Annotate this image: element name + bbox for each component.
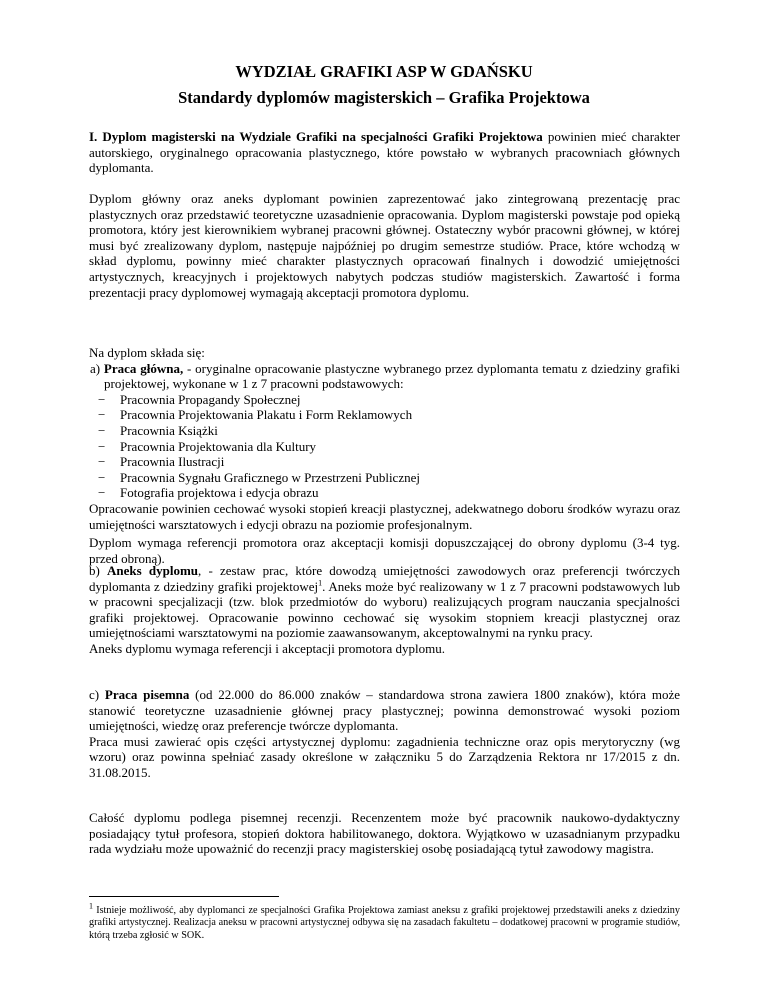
component-c	[89, 687, 680, 734]
component-a-title: Praca główna,	[103, 360, 184, 376]
review-paragraph: Całość dyplomu podlega pisemnej recenzji. Recenzentem może być pracownik naukowo-dydaktyczny posiadający tytuł profesora, stopień doktora habilitowanego, doktora. Wyjątkowo w uzasadnianym przypadku rada wydziału może upoważnić do recenzji pracy magisterskiej osobę posiadającą tytuł zawodowy magistra.	[89, 810, 680, 857]
component-a-text: - oryginalne opracowanie plastyczne wybranego przez dyplomanta tematu z dziedziny grafiki projektowej, wykonane w 1 z 7 pracowni podstawowych:	[104, 360, 680, 392]
component-b-text-2: . Aneks może być realizowany w 1 z 7 pracowni podstawowych lub w pracowni specjalizacji (tzw. blok przedmiotów do wyboru) realizujących program nauczania specjalności grafiki projektowej. Opracowanie powinno cechować się wysokim stopniem kreacji plastycznej oraz umiejętnościami warsztatowymi na poziomie zaawansowanym, akceptowalnymi na rynku pracy.	[89, 578, 680, 641]
component-a-note-1: Opracowanie powinien cechować wysoki stopień kreacji plastycznej, adekwatnego doboru środków wyrazu oraz umiejętności warsztatowych i edycji obrazu na poziomie profesjonalnym.	[89, 500, 680, 532]
component-b-section	[89, 563, 680, 657]
components-intro: Na dyplom składa się:	[89, 345, 205, 360]
component-c-label: c)	[89, 687, 105, 702]
page-title: WYDZIAŁ GRAFIKI ASP W GDAŃSKU	[235, 62, 533, 81]
list-item: − Pracownia Projektowania Plakatu i Form Reklamowych	[89, 407, 680, 423]
list-item: − Pracownia Książki	[89, 423, 680, 439]
intro-paragraph	[89, 129, 680, 176]
component-a-label: a)	[90, 360, 104, 376]
footnote-number: 1	[89, 901, 93, 911]
component-b-label: b)	[89, 563, 108, 578]
component-b	[89, 563, 680, 641]
components-section	[89, 345, 680, 566]
footnote	[89, 901, 680, 942]
footnote-divider	[89, 896, 279, 897]
list-item: − Pracownia Sygnału Graficznego w Przestrzeni Publicznej	[89, 470, 680, 486]
component-a	[90, 361, 680, 392]
intro-heading: I. Dyplom magisterski na Wydziale Grafiki na specjalności Grafiki Projektowa	[89, 129, 543, 144]
component-c-text: (od 22.000 do 86.000 znaków – standardowa strona zawiera 1800 znaków), która może stanowić teoretyczne uzasadnienie głównej pracy plastycznej; powinna demonstrować wysoki poziom umiejętności, wiedzę oraz preferencje twórcze dyplomanta.	[89, 687, 680, 734]
list-item: − Pracownia Projektowania dla Kultury	[89, 439, 680, 455]
list-item: − Pracownia Ilustracji	[89, 454, 680, 470]
component-b-note: Aneks dyplomu wymaga referencji i akceptacji promotora dyplomu.	[89, 640, 445, 656]
footnote-text: Istnieje możliwość, aby dyplomanci ze specjalności Grafika Projektowa zamiast aneksu z grafiki projektowej przedstawili aneks z dziedziny grafiki artystycznej. Realizacja aneksu w pracowni artystycznej odbywa się na zasadach fakultetu – dodatkowej pracowni w programie studiów, którą trzeba zgłosić w SOK.	[89, 905, 680, 941]
component-c-section	[89, 687, 680, 781]
component-b-title: Aneks dyplomu	[107, 563, 199, 578]
component-c-note: Praca musi zawierać opis części artystycznej dyplomu: zagadnienia techniczne oraz opis merytoryczny (wg wzoru) oraz powinna spełniać zasady określone w załączniku 5 do Zarządzenia Rektora nr 17/2015 z dn. 31.08.2015.	[89, 733, 680, 780]
list-item: − Fotografia projektowa i edycja obrazu	[89, 485, 680, 501]
component-b-text-1: , - zestaw prac, które dowodzą umiejętności zawodowych oraz preferencji twórczych dyplomanta z dziedziny grafiki projektowej	[89, 563, 680, 594]
component-c-title: Praca pisemna	[104, 687, 190, 702]
intro-text: powinien mieć charakter autorskiego, oryginalnego opracowania plastycznego, które powstało w wybranych pracowniach głównych dyplomanta.	[89, 129, 680, 176]
component-a-note-2: Dyplom wymaga referencji promotora oraz akceptacji komisji dopuszczającej do obrony dyplomu (3-4 tyg. przed obroną).	[89, 535, 680, 566]
studio-list	[89, 392, 680, 501]
description-paragraph: Dyplom główny oraz aneks dyplomant powinien zaprezentować jako zintegrowaną prezentację prac plastycznych oraz przedstawić teoretyczne uzasadnienie opracowania. Dyplom magisterski powstaje pod opieką promotora, który jest kierownikiem wybranej pracowni głównej. Ostateczny wybór pracowni głównej, w której musi być zrealizowany dyplom, następuje najpóźniej po drugim semestrze studiów. Prace, które wchodzą w skład dyplomu, powinny mieć charakter plastycznych opracowań finalnych i dowodzić umiejętności artystycznych, kreacyjnych i projektowych nabytych podczas studiów magisterskich. Zawartość i forma prezentacji pracy dyplomowej wymagają akceptacji promotora dyplomu.	[89, 191, 680, 300]
page-subtitle: Standardy dyplomów magisterskich – Grafika Projektowa	[178, 88, 590, 107]
footnote-reference[interactable]: 1	[318, 578, 323, 588]
list-item: − Pracownia Propagandy Społecznej	[89, 392, 680, 408]
